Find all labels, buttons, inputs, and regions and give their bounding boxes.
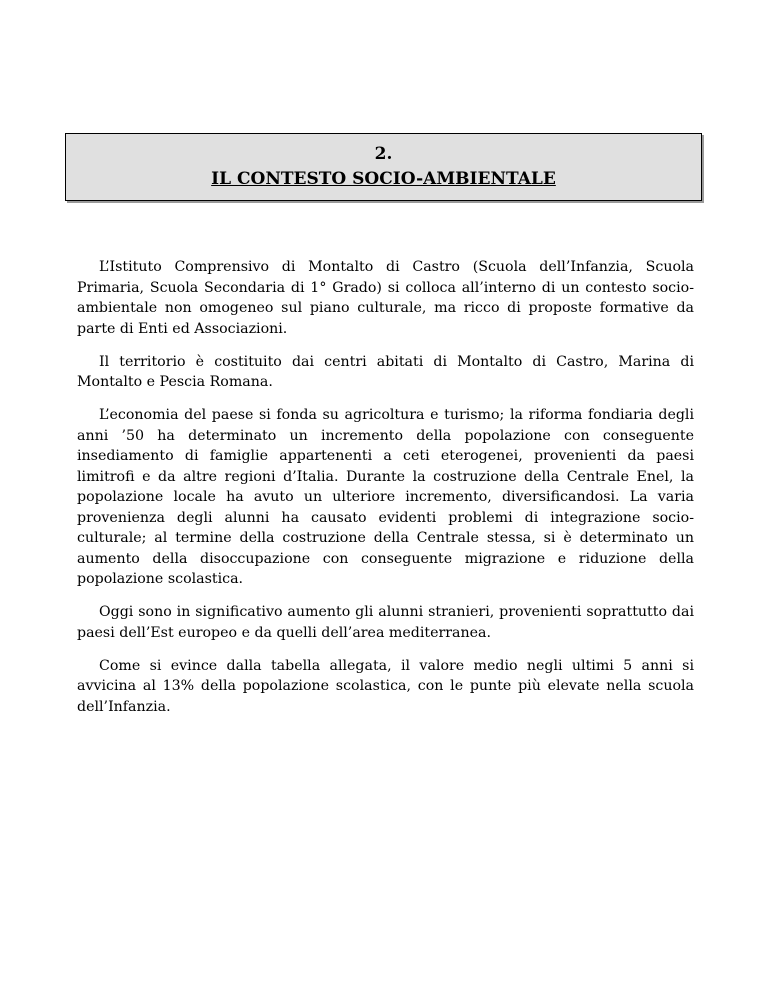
paragraph-foreign-students: Oggi sono in significativo aumento gli alunni stranieri, provenienti soprattutto dai paesi dell’Est europeo e da quelli dell’area mediterranea. xyxy=(77,604,694,641)
chapter-number: 2. xyxy=(374,144,393,164)
document-body xyxy=(77,257,694,730)
paragraph-territory: Il territorio è costituito dai centri abitati di Montalto di Castro, Marina di Montalto e Pescia Romana. xyxy=(77,353,694,390)
paragraph-intro: L’Istituto Comprensivo di Montalto di Castro (Scuola dell’Infanzia, Scuola Primaria, Scuola Secondaria di 1° Grado) si colloca all’interno di un contesto socio-ambientale non omogeneo sul piano culturale, ma ricco di proposte formative da parte di Enti ed Associazioni. xyxy=(77,259,694,337)
paragraph-economy: L’economia del paese si fonda su agricoltura e turismo; la riforma fondiaria degli anni ’50 ha determinato un incremento della popolazione con conseguente insediamento di famiglie appartenenti a ceti eterogenei, provenienti da paesi limitrofi e da altre regioni d’Italia. Durante la costruzione della Centrale Enel, la popolazione locale ha avuto un ulteriore incremento, diversificandosi. La varia provenienza degli alunni ha causato evidenti problemi di integrazione socio-culturale; al termine della costruzione della Centrale stessa, si è determinato un aumento della disoccupazione con conseguente migrazione e riduzione della popolazione scolastica. xyxy=(77,407,694,587)
chapter-title-box xyxy=(65,133,702,201)
chapter-title: IL CONTESTO SOCIO-AMBIENTALE xyxy=(211,169,556,189)
paragraph-statistics: Come si evince dalla tabella allegata, il valore medio negli ultimi 5 anni si avvicina al 13% della popolazione scolastica, con le punte più elevate nella scuola dell’Infanzia. xyxy=(77,657,694,715)
